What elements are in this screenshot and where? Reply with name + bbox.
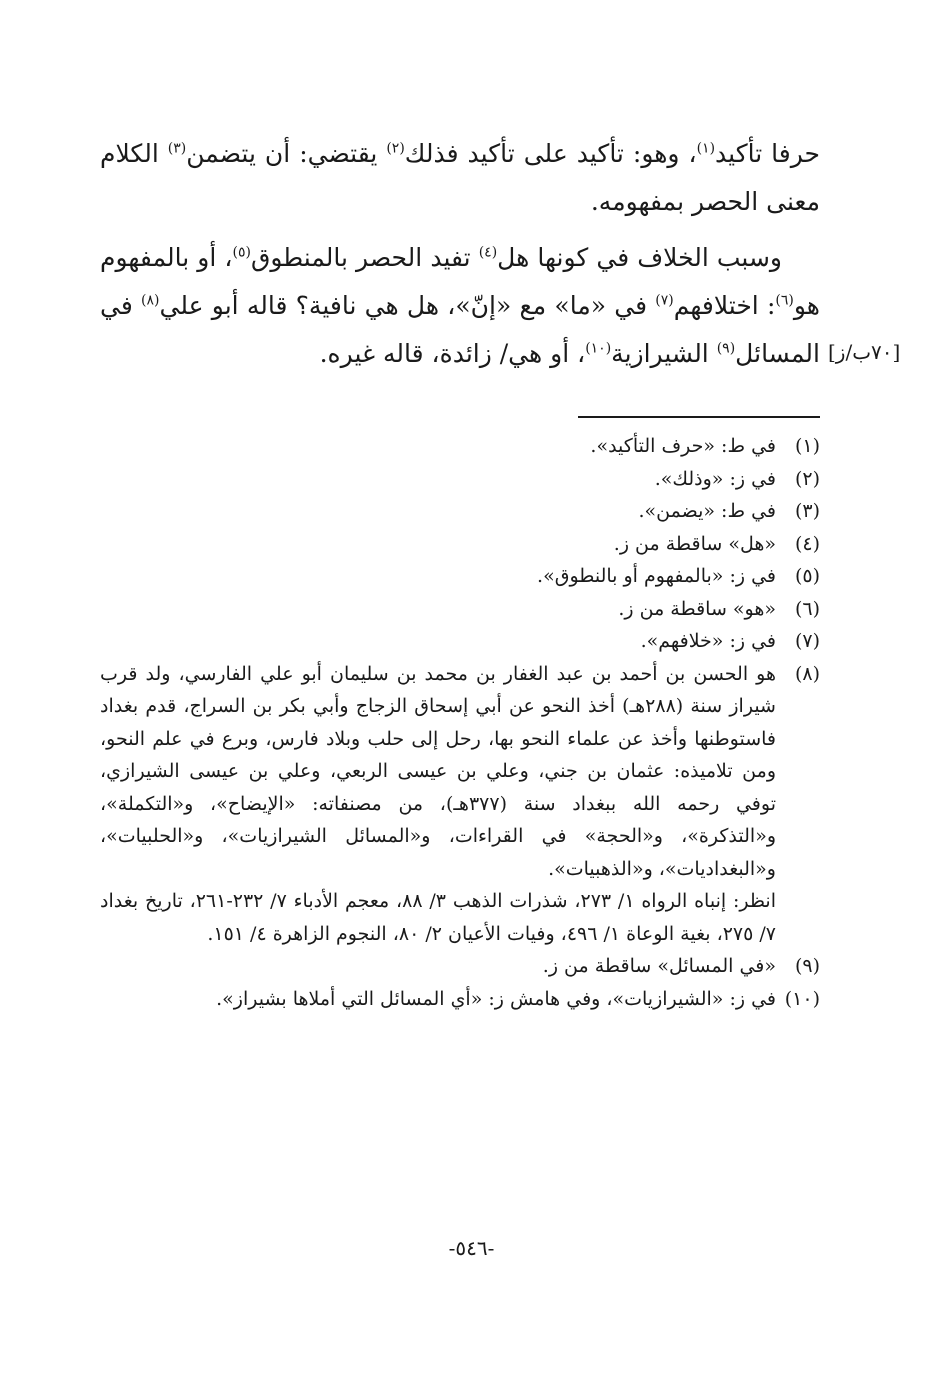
footnote-text	[100, 658, 776, 951]
footnote-text	[100, 560, 776, 593]
footnote	[100, 658, 820, 951]
footnote-separator	[578, 416, 820, 418]
main-text	[100, 130, 820, 386]
footnote	[100, 593, 820, 626]
footnote-line: في ط: «يضمن».	[638, 500, 776, 522]
footnote-number: (١٠)	[784, 987, 820, 1010]
footnote-line: هو الحسن بن أحمد بن عبد الغفار بن محمد بن سليمان أبو علي الفارسي، ولد قرب شيراز سنة (٢٨٨هـ) أخذ النحو عن أبي إسحاق الزجاج وأبي بكر بن السراج، قدم بغداد فاستوطنها وأخذ عن علماء النحو بها، رحل إلى حلب وبلاد فارس، وبرع في علم النحو، ومن تلاميذه: عثمان بن جني، وعلي بن عيسى الربعي، وعلي بن عيسى الشيرازي، توفي رحمه الله ببغداد سنة (٣٧٧هـ)، من مصنفاته: «الإيضاح»، و«التكملة»، و«التذكرة»، و«الحجة» في القراءات، و«المسائل الشيرازيات»، و«الحلبيات»، و«البغداديات»، و«الذهبيات».	[100, 662, 776, 880]
footnote-number: (٣)	[794, 500, 820, 522]
footnote-text	[100, 593, 776, 626]
text-run: ، أو بالمفهوم هو	[100, 243, 820, 320]
text-run: : اختلافهم	[673, 291, 776, 320]
footnote-line: «هل» ساقطة من ز.	[613, 532, 776, 555]
text-run: في المسائل	[100, 291, 820, 368]
footnote	[100, 560, 820, 593]
footnote-ref: (٩)	[716, 340, 736, 357]
manuscript-folio-marker: [٧٠ب/ز]	[828, 340, 901, 364]
footnote-number: (٥)	[794, 565, 820, 587]
footnote-ref: (٤)	[478, 244, 498, 261]
text-run: ، وهو: تأكيد على تأكيد فذلك	[404, 139, 697, 168]
footnote-text	[100, 430, 776, 463]
footnote	[100, 528, 820, 561]
footnote-line: في ز: «بالمفهوم أو بالنطوق».	[537, 565, 776, 587]
paragraph	[100, 130, 820, 226]
footnote-number: (٧)	[794, 630, 820, 652]
footnote-ref: (١٠)	[585, 340, 612, 357]
footnote-text	[100, 495, 776, 528]
footnote-number: (٢)	[794, 467, 820, 490]
text-run: تفيد الحصر بالمنطوق	[250, 243, 479, 272]
footnote-number: (٨)	[794, 662, 820, 685]
page-number: -٥٤٦-	[448, 1236, 495, 1260]
footnote-line: «في المسائل» ساقطة من ز.	[542, 955, 776, 977]
text-run: يقتضي: أن يتضمن	[186, 139, 387, 168]
footnote-text	[100, 528, 776, 561]
footnote	[100, 463, 820, 496]
footnote-ref: (٥)	[232, 244, 251, 261]
footnote	[100, 495, 820, 528]
footnote-text	[100, 463, 776, 496]
footnote-number: (١)	[794, 435, 820, 457]
footnote-line: في ز: «وذلك».	[654, 467, 776, 490]
text-run: الكلام معنى الحصر بمفهومه.	[100, 139, 820, 216]
footnote-ref: (٢)	[386, 140, 405, 157]
footnote-text	[100, 625, 776, 658]
footnote-line: «هو» ساقطة من ز.	[618, 597, 776, 620]
text-run: في «ما» مع «إنّ»، هل هي نافية؟ قاله أبو علي	[159, 291, 656, 320]
footnote-line: في ز: «الشيرازيات»، وفي هامش ز: «أي المسائل التي أملاها بشيراز».	[216, 987, 776, 1010]
footnote-ref: (٦)	[775, 292, 794, 309]
footnote-ref: (٣)	[167, 140, 187, 157]
paragraph	[100, 234, 820, 378]
footnote-line: في ط: «حرف التأكيد».	[590, 435, 776, 457]
footnote-number: (٩)	[794, 955, 820, 977]
footnote-ref: (١)	[696, 140, 716, 157]
footnote-line: انظر: إنباه الرواه ١/ ٢٧٣، شذرات الذهب ٣/ ٨٨، معجم الأدباء ٧/ ٢٣٢-٢٦١، تاريخ بغداد ٧/ ٢٧٥، بغية الوعاة ١/ ٤٩٦، وفيات الأعيان ٢/ ٨٠، النجوم الزاهرة ٤/ ١٥١.	[100, 890, 776, 945]
text-run: وسبب الخلاف في كونها هل	[497, 243, 782, 272]
footnotes	[100, 430, 820, 1015]
footnote-number: (٦)	[794, 597, 820, 620]
footnote-ref: (٧)	[655, 292, 674, 309]
footnote-number: (٤)	[794, 532, 820, 555]
text-run: حرفا تأكيد	[715, 139, 820, 168]
footnote	[100, 625, 820, 658]
text-run: ، أو هي/ زائدة، قاله غيره.	[319, 339, 586, 368]
footnote-line: في ز: «خلافهم».	[640, 630, 776, 652]
footnote	[100, 950, 820, 983]
footnote	[100, 430, 820, 463]
footnote-ref: (٨)	[141, 292, 160, 309]
footnote-text	[100, 983, 776, 1016]
footnote-text	[100, 950, 776, 983]
footnote	[100, 983, 820, 1016]
text-run: الشيرازية	[611, 339, 717, 368]
